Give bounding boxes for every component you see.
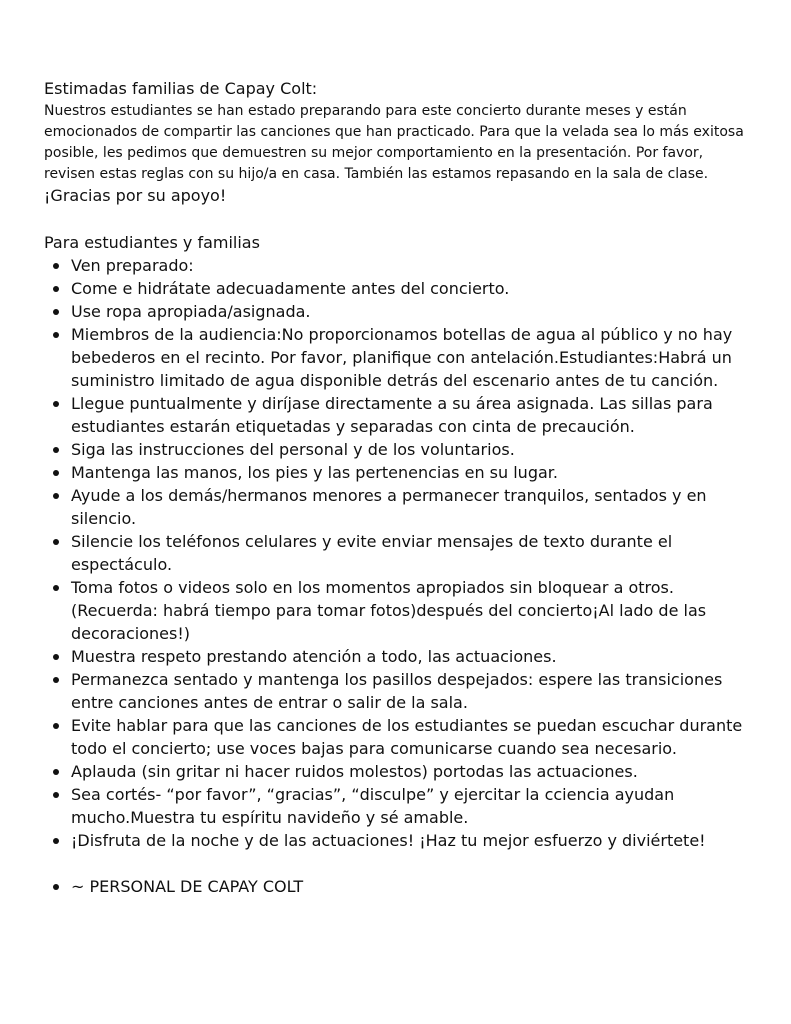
list-item	[44, 461, 756, 484]
thanks-line: ¡Gracias por su apoyo!	[44, 186, 227, 205]
rule-text: Siga las instrucciones del personal y de los voluntarios.	[71, 440, 515, 459]
rule-text: Mantenga las manos, los pies y las pertenencias en su lugar.	[71, 463, 558, 482]
list-item	[44, 323, 756, 392]
bullet-icon	[53, 447, 59, 453]
rule-text: Come e hidrátate adecuadamente antes del concierto.	[71, 279, 510, 298]
bullet-icon	[53, 723, 59, 729]
bullet-icon	[53, 654, 59, 660]
signoff	[44, 875, 756, 898]
list-item	[44, 300, 756, 323]
bullet-icon	[53, 838, 59, 844]
bullet-icon	[53, 286, 59, 292]
list-item	[44, 714, 756, 760]
rule-text: Ayude a los demás/hermanos menores a permanecer tranquilos, sentados y en silencio.	[71, 486, 707, 528]
list-item	[44, 438, 756, 461]
rule-text: ¡Disfruta de la noche y de las actuaciones! ¡Haz tu mejor esfuerzo y diviértete!	[71, 831, 706, 850]
list-item	[44, 392, 756, 438]
rules-list	[44, 254, 756, 852]
bullet-icon	[53, 263, 59, 269]
bullet-icon	[53, 493, 59, 499]
section-heading: Para estudiantes y familias	[44, 233, 260, 252]
list-item	[44, 668, 756, 714]
bullet-icon	[53, 792, 59, 798]
list-item	[44, 783, 756, 829]
bullet-icon	[53, 539, 59, 545]
rule-text: Evite hablar para que las canciones de los estudiantes se puedan escuchar durante todo el concierto; use voces bajas para comunicarse cuando sea necesario.	[71, 716, 743, 758]
list-item	[44, 576, 756, 645]
list-item	[44, 277, 756, 300]
letter	[44, 78, 756, 898]
rule-text: Aplauda (sin gritar ni hacer ruidos molestos) portodas las actuaciones.	[71, 762, 638, 781]
bullet-icon	[53, 309, 59, 315]
signoff-text: ~ PERSONAL DE CAPAY COLT	[71, 877, 304, 896]
list-item	[44, 829, 756, 852]
rule-text: Toma fotos o videos solo en los momentos apropiados sin bloquear a otros. (Recuerda: habrá tiempo para tomar fotos)después del concierto¡Al lado de las decoraciones!)	[71, 578, 707, 643]
rule-text: Use ropa apropiada/asignada.	[71, 302, 311, 321]
signoff-list	[44, 875, 756, 898]
greeting: Estimadas familias de Capay Colt:	[44, 79, 318, 98]
list-item	[44, 645, 756, 668]
rule-text: Silencie los teléfonos celulares y evite enviar mensajes de texto durante el espectáculo.	[71, 532, 673, 574]
rule-text: Ven preparado:	[71, 256, 194, 275]
bullet-icon	[53, 769, 59, 775]
list-item	[44, 484, 756, 530]
rule-text: Miembros de la audiencia:No proporcionamos botellas de agua al público y no hay bebederos en el recinto. Por favor, planifique con antelación.Estudiantes:Habrá un suministro limitado de agua disponible detrás del escenario antes de tu canción.	[71, 325, 733, 390]
bullet-icon	[53, 332, 59, 338]
bullet-icon	[53, 401, 59, 407]
list-item	[44, 530, 756, 576]
rule-text: Muestra respeto prestando atención a todo, las actuaciones.	[71, 647, 557, 666]
rule-text: Llegue puntualmente y diríjase directamente a su área asignada. Las sillas para estudiantes estarán etiquetadas y separadas con cinta de precaución.	[71, 394, 713, 436]
bullet-icon	[53, 677, 59, 683]
bullet-icon	[53, 585, 59, 591]
list-item	[44, 254, 756, 277]
rule-text: Permanezca sentado y mantenga los pasillos despejados: espere las transiciones entre canciones antes de entrar o salir de la sala.	[71, 670, 723, 712]
list-item	[44, 760, 756, 783]
bullet-icon	[53, 470, 59, 476]
bullet-icon	[53, 884, 59, 890]
intro-paragraph: Nuestros estudiantes se han estado preparando para este concierto durante meses y están emocionados de compartir las canciones que han practicado. Para que la velada sea lo más exitosa posible, les pedimos que demuestren su mejor comportamiento en la presentación. Por favor, revisen estas reglas con su hijo/a en casa. También las estamos repasando en la sala de clase.	[44, 103, 744, 182]
rule-text: Sea cortés- “por favor”, “gracias”, “disculpe” y ejercitar la cciencia ayudan mucho.Muestra tu espíritu navideño y sé amable.	[71, 785, 675, 827]
